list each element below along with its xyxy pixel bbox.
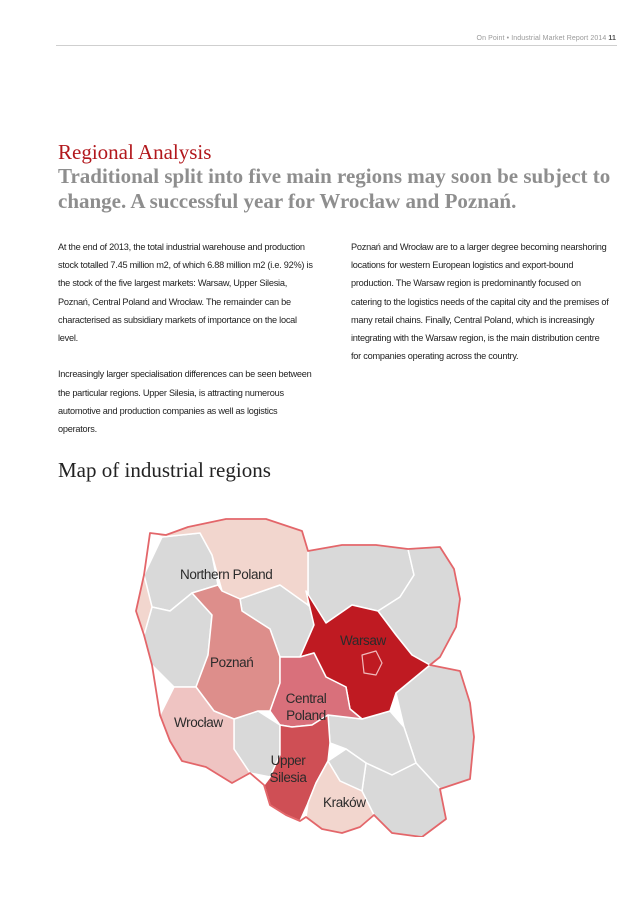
- label-poznan: Poznań: [210, 655, 254, 670]
- label-wroclaw: Wrocław: [174, 715, 223, 730]
- body-column-right: [351, 238, 609, 384]
- header-rule: [56, 45, 617, 46]
- label-upper-silesia: Upper Silesia: [269, 753, 307, 785]
- label-northern-poland: Northern Poland: [180, 567, 273, 582]
- body-paragraph: Increasingly larger specialisation differences can be seen between the particular regions. Upper Silesia, is attracting numerous automotive and production companies as well as logistics operators.: [58, 369, 312, 435]
- poland-regions-map: [130, 515, 476, 837]
- body-column-left: [58, 238, 316, 456]
- label-central-poland: Central Poland: [285, 691, 327, 723]
- section-title: Regional Analysis: [58, 140, 212, 164]
- body-paragraph: Poznań and Wrocław are to a larger degree becoming nearshoring locations for western European logistics and export-bound production. The Warsaw region is predominantly focused on catering to the logistics needs of the capital city and the premises of many retail chains. Finally, Central Poland, which is increasingly integrating with the Warsaw region, is the main distribution centre for companies operating across the country.: [351, 242, 609, 362]
- label-warsaw: Warsaw: [340, 633, 386, 648]
- label-krakow: Kraków: [323, 795, 366, 810]
- body-paragraph: At the end of 2013, the total industrial warehouse and production stock totalled 7.45 million m2, of which 6.88 million m2 (i.e. 92%) is the stock of the five largest markets: Warsaw, Upper Silesia, Poznań, Central Poland and Wrocław. The remainder can be characterised as subsidiary markets of importance on the local level.: [58, 242, 313, 344]
- running-header-text: On Point • Industrial Market Report 2014: [476, 35, 607, 42]
- section-subtitle: Traditional split into five main regions may soon be subject to change. A successful year for Wrocław and Poznań.: [58, 164, 611, 213]
- map-title: Map of industrial regions: [58, 458, 271, 482]
- page-number: 11: [608, 35, 616, 42]
- running-header: [477, 35, 616, 42]
